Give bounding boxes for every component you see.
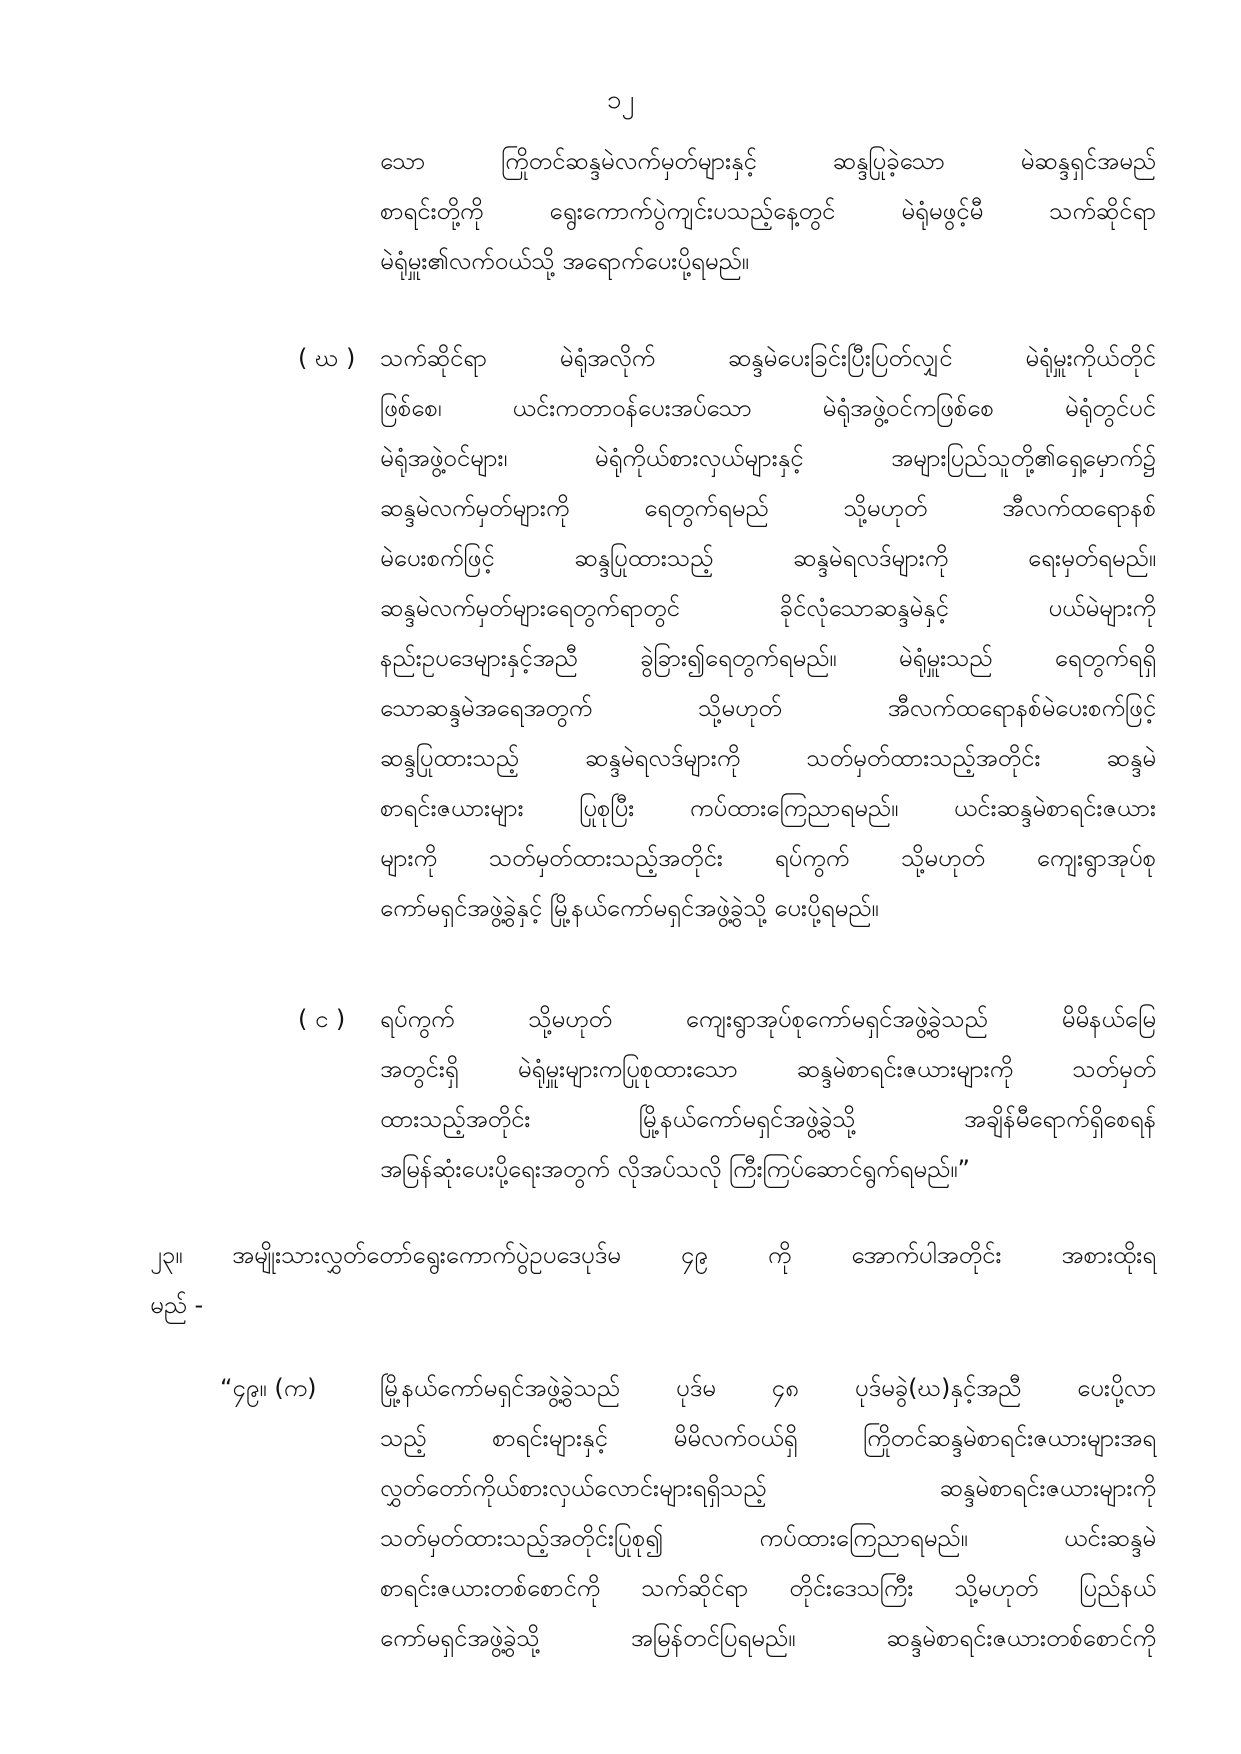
section-49-text xyxy=(380,1363,1156,1663)
text-line: ကော်မရှင်အဖွဲ့ခွဲနှင့် မြို့နယ်ကော်မရှင်အဖွဲ့ခွဲသို့ ပေးပို့ရမည်။ xyxy=(380,894,879,922)
text-line: ဆန္ဒပြုထားသည့် ဆန္ဒမဲရလဒ်များကို သတ်မှတ်ထားသည့်အတိုင်း ဆန္ဒမဲ xyxy=(380,744,1156,772)
text-line: မဲရုံအဖွဲ့ဝင်များ၊ မဲရုံကိုယ်စားလှယ်များနှင့် အများပြည်သူတို့၏ရှေ့မှောက်၌ xyxy=(380,444,1156,472)
section-number: ၂၃။ xyxy=(150,1241,183,1269)
text-line: အမြန်ဆုံးပေးပို့ရေးအတွက် လိုအပ်သလို ကြီးကြပ်ဆောင်ရွက်ရမည်။” xyxy=(380,1155,970,1183)
text-line: သတ်မှတ်ထားသည့်အတိုင်းပြုစု၍ ကပ်ထားကြေညာရမည်။ ယင်းဆန္ဒမဲ xyxy=(380,1524,1156,1552)
section-23-text-cont xyxy=(150,1280,550,1330)
paragraph-continuation xyxy=(380,136,1156,286)
text-line: စာရင်းဇယားများ ပြုစုပြီး ကပ်ထားကြေညာရမည်။ ယင်းဆန္ဒမဲစာရင်းဇယား xyxy=(380,794,1156,822)
text-line: နည်းဥပဒေများနှင့်အညီ ခွဲခြား၍ရေတွက်ရမည်။ မဲရုံမှူးသည် ရေတွက်ရရှိ xyxy=(380,644,1156,672)
text-line: သက်ဆိုင်ရာ မဲရုံအလိုက် ဆန္ဒမဲပေးခြင်းပြီးပြတ်လျှင် မဲရုံမှူးကိုယ်တိုင် xyxy=(380,344,1156,372)
clause-marker-gha: ( ဃ ) xyxy=(298,344,356,372)
text-line: လွှတ်တော်ကိုယ်စားလှယ်လောင်းများရရှိသည့် ဆန္ဒမဲစာရင်းဇယားများကို xyxy=(380,1474,1156,1502)
text-line: မည် - xyxy=(150,1291,204,1319)
clause-marker-nga: ( င ) xyxy=(298,1005,346,1033)
text-line: ဆန္ဒမဲလက်မှတ်များရေတွက်ရာတွင် ခိုင်လုံသောဆန္ဒမဲနှင့် ပယ်မဲများကို xyxy=(380,594,1156,622)
text-line: မဲရုံမှူး၏လက်ဝယ်သို့ အရောက်ပေးပို့ရမည်။ xyxy=(380,247,749,275)
paragraph-gha xyxy=(380,333,1156,933)
text-line: များကို သတ်မှတ်ထားသည့်အတိုင်း ရပ်ကွက် သို့မဟုတ် ကျေးရွာအုပ်စု xyxy=(380,844,1156,872)
text-line: ဆန္ဒမဲလက်မှတ်များကို ရေတွက်ရမည် သို့မဟုတ် အီလက်ထရောနစ် xyxy=(380,494,1156,522)
text-line: သော ကြိုတင်ဆန္ဒမဲလက်မှတ်များနှင့် ဆန္ဒပြုခဲ့သော မဲဆန္ဒရှင်အမည် xyxy=(380,147,1156,175)
text-line: ကော်မရှင်အဖွဲ့ခွဲသို့ အမြန်တင်ပြရမည်။ ဆန္ဒမဲစာရင်းဇယားတစ်စောင်ကို xyxy=(380,1624,1156,1652)
section-49-marker: “၄၉။ (က) xyxy=(220,1374,317,1402)
text-line: မြို့နယ်ကော်မရှင်အဖွဲ့ခွဲသည် ပုဒ်မ ၄၈ ပုဒ်မခွဲ(ဃ)နှင့်အညီ ပေးပို့လာ xyxy=(380,1374,1156,1402)
text-line: ထားသည့်အတိုင်း မြို့နယ်ကော်မရှင်အဖွဲ့ခွဲသို့ အချိန်မီရောက်ရှိစေရန် xyxy=(380,1105,1156,1133)
section-23-text xyxy=(232,1230,1156,1280)
text-line: အတွင်းရှိ မဲရုံမှူးများကပြုစုထားသော ဆန္ဒမဲစာရင်းဇယားများကို သတ်မှတ် xyxy=(380,1055,1156,1083)
text-line: မဲပေးစက်ဖြင့် ဆန္ဒပြုထားသည့် ဆန္ဒမဲရလဒ်များကို ရေးမှတ်ရမည်။ xyxy=(380,544,1156,572)
text-line: စာရင်းဇယားတစ်စောင်ကို သက်ဆိုင်ရာ တိုင်းဒေသကြီး သို့မဟုတ် ပြည်နယ် xyxy=(380,1574,1156,1602)
text-line: စာရင်းတို့ကို ရွေးကောက်ပွဲကျင်းပသည့်နေ့တွင် မဲရုံမဖွင့်မီ သက်ဆိုင်ရာ xyxy=(380,197,1156,225)
text-line: ဖြစ်စေ၊ ယင်းကတာဝန်ပေးအပ်သော မဲရုံအဖွဲ့ဝင်ကဖြစ်စေ မဲရုံတွင်ပင် xyxy=(380,394,1156,422)
text-line: အမျိုးသားလွှတ်တော်ရွေးကောက်ပွဲဥပဒေပုဒ်မ ၄၉ ကို အောက်ပါအတိုင်း အစားထိုးရ xyxy=(232,1241,1156,1269)
text-line: ရပ်ကွက် သို့မဟုတ် ကျေးရွာအုပ်စုကော်မရှင်အဖွဲ့ခွဲသည် မိမိနယ်မြေ xyxy=(380,1005,1156,1033)
paragraph-nga xyxy=(380,994,1156,1194)
text-line: သောဆန္ဒမဲအရေအတွက် သို့မဟုတ် အီလက်ထရောနစ်မဲပေးစက်ဖြင့် xyxy=(380,694,1156,722)
page-number: ၁၂ xyxy=(606,85,635,115)
text-line: သည့် စာရင်းများနှင့် မိမိလက်ဝယ်ရှိ ကြိုတင်ဆန္ဒမဲစာရင်းဇယားများအရ xyxy=(380,1424,1156,1452)
